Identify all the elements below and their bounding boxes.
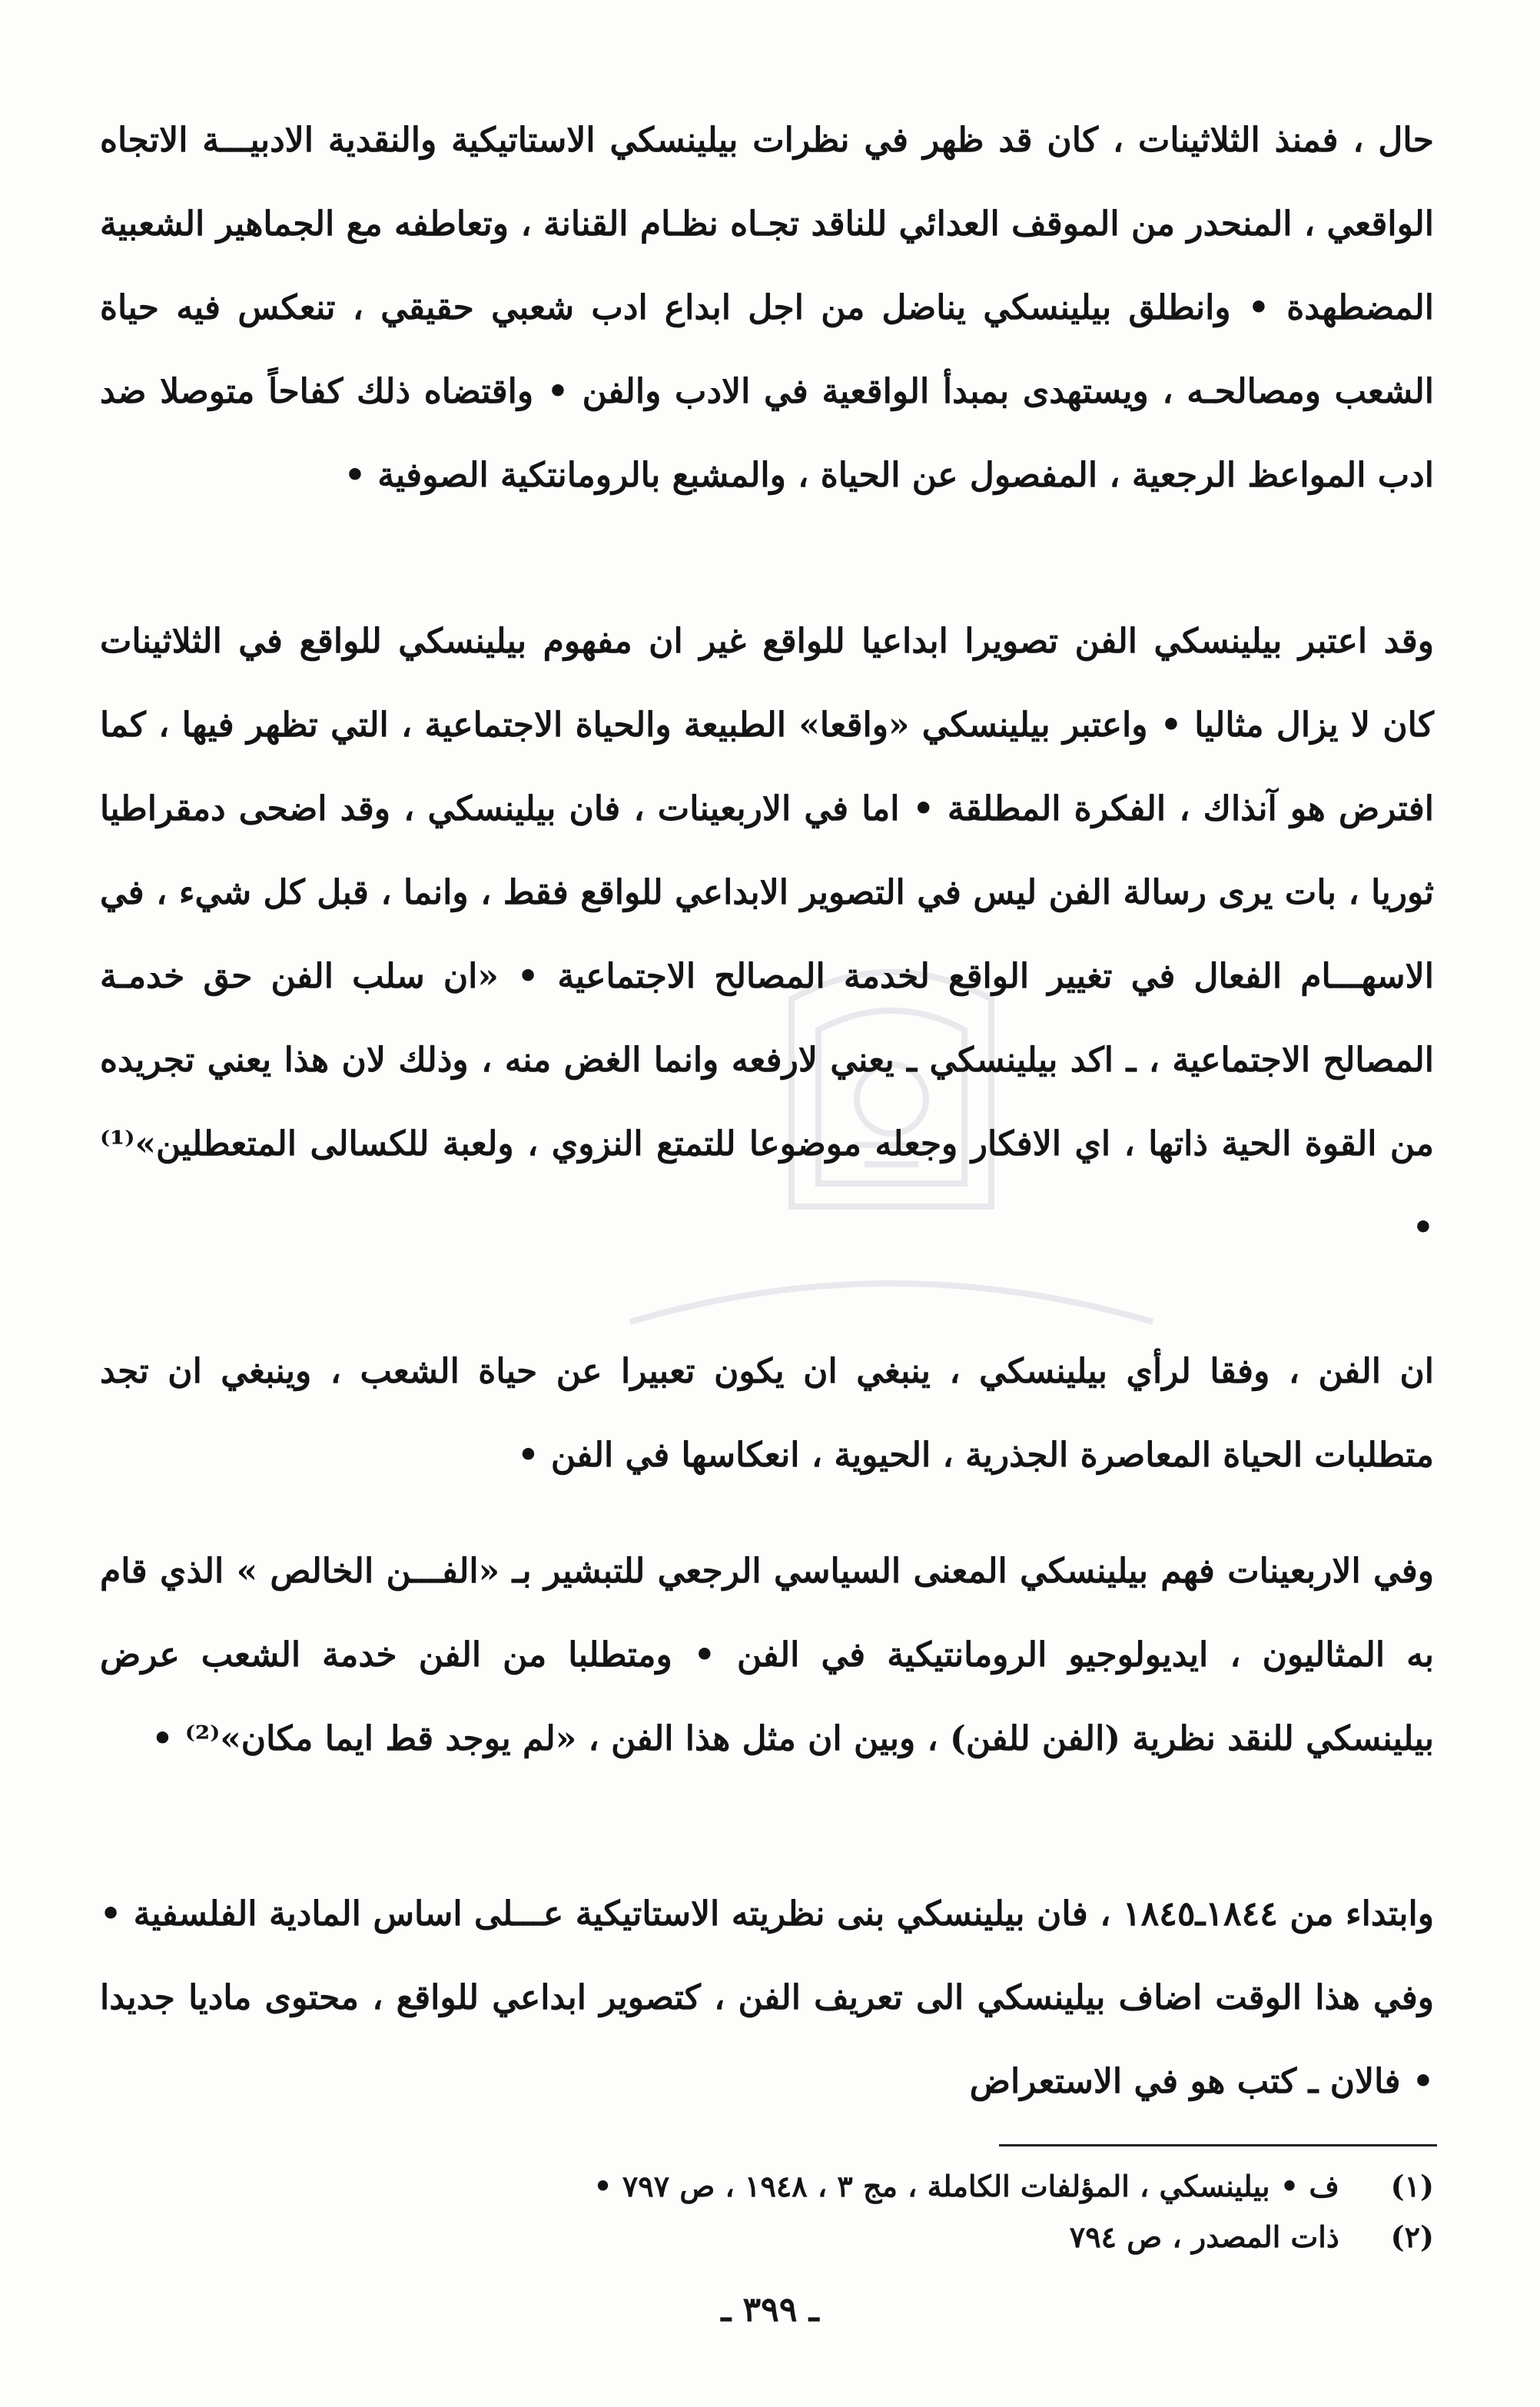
footnote-text: ذات المصدر ، ص ٧٩٤ bbox=[1069, 2219, 1339, 2254]
paragraph-5: وابتداء من ١٨٤٤ـ١٨٤٥ ، فان بيلينسكي بنى نظريته الاستاتيكية عـــلى اساس المادية الفلسفية • وفي هذا الوقت اضاف بيلينسكي الى تعريف الفن ، كتصوير ابداعي للواقع ، محتوى ماديا جديدا • فالان ـ كتب هو في الاستعراض bbox=[100, 1894, 1434, 2101]
footnote-1 bbox=[100, 2161, 1434, 2212]
footnote-number: (٢) bbox=[1390, 2219, 1434, 2254]
paragraph-4: وفي الاربعينات فهم بيلينسكي المعنى السياسي الرجعي للتبشير بـ «الفـــن الخالص » الذي قام به المثاليون ، ايديولوجيو الرومانتيكية في الفن • ومتطلبا من الفن خدمة الشعب عرض بيلينسكي للنقد نظرية (الفن للفن) ، وبين ان مثل هذا الفن ، «لم يوجد قط ايما مكان»⁽²⁾ • bbox=[100, 1552, 1434, 1758]
paragraph-1: حال ، فمنذ الثلاثينات ، كان قد ظهر في نظرات بيلينسكي الاستاتيكية والنقدية الادبيـــة الاتجاه الواقعي ، المنحدر من الموقف العدائي للناقد تجـاه نظـام القنانة ، وتعاطفه مع الجماهير الشعبية المضطهدة • وانطلق بيلينسكي يناضل من اجل ابداع ادب شعبي حقيقي ، تنعكس فيه حياة الشعب ومصالحـه ، ويستهدى بمبدأ الواقعية في الادب والفن • واقتضاه ذلك كفاحاً متوصلا ضد ادب المواعظ الرجعية ، المفصول عن الحياة ، والمشبع بالرومانتكية الصوفية • bbox=[100, 121, 1434, 495]
page-number: ـ ٣٩٩ ـ bbox=[721, 2290, 819, 2329]
footnote-2 bbox=[100, 2212, 1434, 2263]
paragraph-3: ان الفن ، وفقا لرأي بيلينسكي ، ينبغي ان يكون تعبيرا عن حياة الشعب ، وينبغي ان تجد متطلبات الحياة المعاصرة الجذرية ، الحيوية ، انعكاسها في الفن • bbox=[100, 1352, 1434, 1475]
footnotes bbox=[100, 2161, 1434, 2263]
footnote-text: ف • بيلينسكي ، المؤلفات الكاملة ، مج ٣ ، ١٩٤٨ ، ص ٧٩٧ • bbox=[593, 2169, 1339, 2203]
footnote-divider bbox=[999, 2144, 1437, 2146]
footnote-number: (١) bbox=[1390, 2169, 1434, 2203]
paragraph-2: وقد اعتبر بيلينسكي الفن تصويرا ابداعيا للواقع غير ان مفهوم بيلينسكي للواقع في الثلاثينات كان لا يزال مثاليا • واعتبر بيلينسكي «واقعا» الطبيعة والحياة الاجتماعية ، التي تظهر فيها ، كما افترض هو آنذاك ، الفكرة المطلقة • اما في الاربعينات ، فان بيلينسكي ، وقد اضحى دمقراطيا ثوريا ، بات يرى رسالة الفن ليس في التصوير الابداعي للواقع فقط ، وانما ، قبل كل شيء ، في الاسهـــام الفعال في تغيير الواقع لخدمة المصالح الاجتماعية • «ان سلب الفن حق خدمـة المصالح الاجتماعية ، ـ اكد بيلينسكي ـ يعني لارفعه وانما الغض منه ، وذلك لان هذا يعني تجريده من القوة الحية ذاتها ، اي الافكار وجعله موضوعا للتمتع النزوي ، ولعبة للكسالى المتعطلين»⁽¹⁾ • bbox=[100, 622, 1434, 1247]
